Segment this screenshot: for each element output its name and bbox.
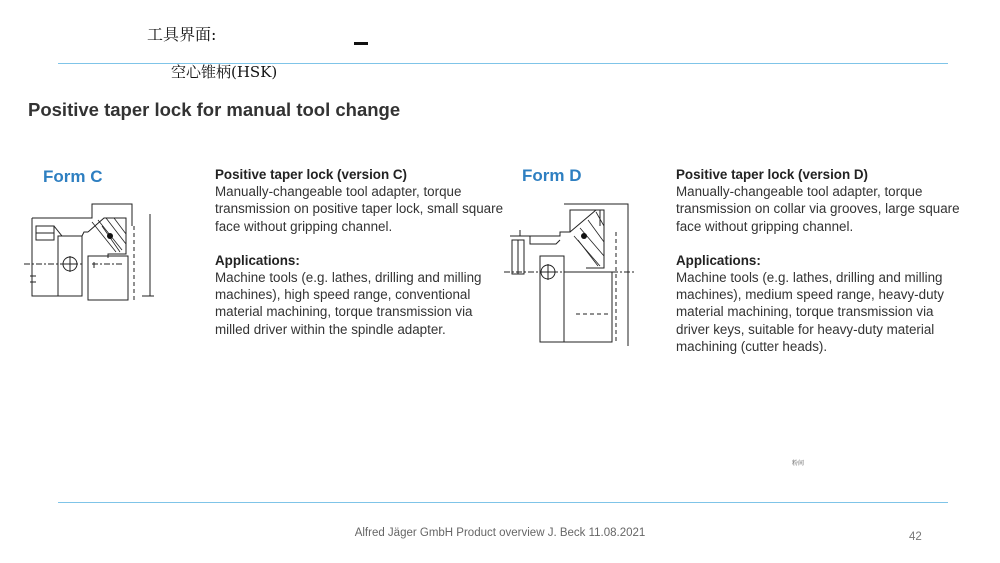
tiny-note: 粉间 xyxy=(792,461,805,467)
form-d-title: Form D xyxy=(522,166,582,185)
form-d-hatched-section xyxy=(570,210,604,268)
form-c-description: Manually-changeable tool adapter, torque transmission on positive taper lock, small square face without gripping channel. xyxy=(215,184,504,234)
form-d-shank xyxy=(540,256,564,342)
form-c-title: Form C xyxy=(43,167,103,186)
form-d-applications: Machine tools (e.g. lathes, drilling and milling machines), medium speed range, heavy-duty material machining, torque transmission via driver keys, suitable for heavy-duty material machining (cutter heads). xyxy=(676,270,944,354)
tool-interface-label: 工具界面: xyxy=(147,25,217,44)
form-d-heading: Positive taper lock (version D) xyxy=(676,167,868,182)
bottom-divider xyxy=(58,502,948,503)
form-d-adapter-body xyxy=(564,272,612,342)
form-c-seal-dot xyxy=(107,233,113,239)
form-d-applications-heading: Applications: xyxy=(676,252,761,268)
hsk-subtitle: 空心锥柄(HSK) xyxy=(171,63,278,81)
form-d-taper xyxy=(530,236,560,244)
form-d-seal-dot xyxy=(581,233,587,239)
page-number: 42 xyxy=(909,531,922,543)
form-d-flange xyxy=(510,210,600,236)
form-c-taper xyxy=(54,226,88,236)
form-d-description: Manually-changeable tool adapter, torque transmission on collar via grooves, large square face without gripping channel. xyxy=(676,184,960,234)
form-c-applications: Machine tools (e.g. lathes, drilling and milling machines), high speed range, conventional material machining, torque transmission via milled driver within the spindle adapter. xyxy=(215,270,482,337)
form-c-description-block xyxy=(215,166,505,338)
form-d-diagram xyxy=(500,196,640,348)
form-c-diagram xyxy=(22,196,162,306)
form-c-outer-contour xyxy=(32,204,132,226)
text-cursor-mark xyxy=(354,42,368,45)
footer-text: Alfred Jäger GmbH Product overview J. Beck 11.08.2021 xyxy=(354,527,646,539)
form-d-outer-contour xyxy=(564,204,628,346)
form-c-heading: Positive taper lock (version C) xyxy=(215,167,407,182)
slide-title: Positive taper lock for manual tool change xyxy=(28,99,401,120)
form-d-description-block xyxy=(676,166,966,355)
form-c-applications-heading: Applications: xyxy=(215,252,300,268)
